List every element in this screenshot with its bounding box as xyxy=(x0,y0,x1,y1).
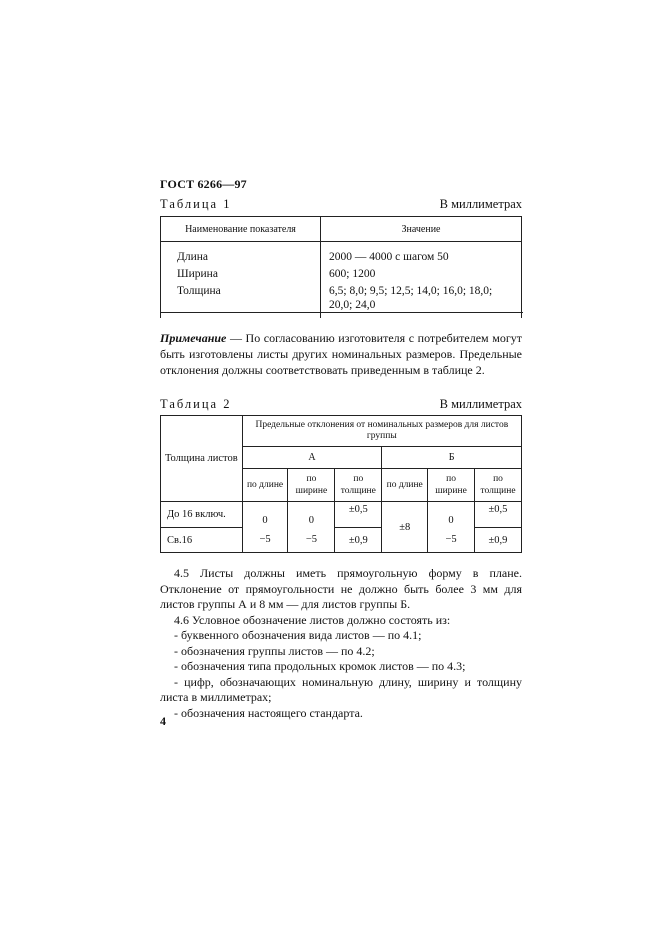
table2-header-group-a: А xyxy=(242,447,382,469)
table1-bottom-border xyxy=(160,312,523,313)
body-text xyxy=(160,566,522,721)
table-row xyxy=(161,265,522,282)
table2-subheader: по длине xyxy=(242,469,288,502)
table2-cell-b-thickness: ±0,9 xyxy=(475,528,522,553)
table-row xyxy=(161,528,522,553)
table2-subheader: по длине xyxy=(382,469,428,502)
table1-cell-value: 6,5; 8,0; 9,5; 12,5; 14,0; 16,0; 18,0; 20,0; 24,0 xyxy=(321,282,522,318)
table2-subheader: по ширине xyxy=(428,469,475,502)
table1 xyxy=(160,216,522,318)
table2-cell-b-thickness: ±0,5 xyxy=(475,502,522,528)
table1-cell-name: Ширина xyxy=(161,265,321,282)
list-item: - буквенного обозначения вида листов — по 4.1; xyxy=(174,628,422,642)
table2-cell-thickness: Св.16 xyxy=(161,528,243,553)
page-number: 4 xyxy=(160,714,166,728)
table2-subheader: по толщине xyxy=(335,469,382,502)
note-text: — По согласованию изготовителя с потребителем могут быть изготовлены листы других номинальных размеров. Предельные отклонения должны соответствовать приведенным в таблице 2. xyxy=(160,331,522,377)
paragraph-4-6: 4.6 Условное обозначение листов должно состоять из: xyxy=(174,612,451,627)
table2-caption: Таблица 2 xyxy=(160,397,232,411)
table1-cell-value: 2000 — 4000 с шагом 50 xyxy=(321,242,522,266)
table2-cell-a-width: −5 xyxy=(288,528,335,553)
list-item: - обозначения группы листов — по 4.2; xyxy=(174,643,375,658)
list-item: - цифр, обозначающих номинальную длину, ширину и толщину листа в миллиметрах; xyxy=(160,674,522,704)
table2-cell-a-width: 0 xyxy=(288,502,335,528)
note xyxy=(160,330,522,378)
table2-header-thickness: Толщина листов xyxy=(161,416,243,502)
table2-cell-a-length: 0 xyxy=(242,502,288,528)
table1-cell-name: Длина xyxy=(161,242,321,266)
table2-cell-b-width: 0 xyxy=(428,502,475,528)
table2-cell-a-thickness: ±0,5 xyxy=(335,502,382,528)
table-row xyxy=(161,502,522,528)
table2-cell-a-length: −5 xyxy=(242,528,288,553)
table1-caption: Таблица 1 xyxy=(160,197,232,211)
table2-subheader: по толщине xyxy=(475,469,522,502)
table1-units: В миллиметрах xyxy=(439,197,522,211)
table1-header-value: Значение xyxy=(321,217,522,242)
paragraph-4-5: 4.5 Листы должны иметь прямоугольную форму в плане. Отклонение от прямоугольности не должно быть более 3 мм для листов группы А и 8 мм — для листов группы Б. xyxy=(160,566,522,611)
table2-cell-b-width: −5 xyxy=(428,528,475,553)
table2-cell-thickness: До 16 включ. xyxy=(161,502,243,528)
table-row xyxy=(161,242,522,266)
list-item: - обозначения настоящего стандарта. xyxy=(174,705,363,720)
standard-header: ГОСТ 6266—97 xyxy=(160,177,247,191)
table2 xyxy=(160,415,522,553)
table2-header-deviations: Предельные отклонения от номинальных размеров для листов группы xyxy=(242,416,521,447)
list-item: - обозначения типа продольных кромок листов — по 4.3; xyxy=(174,659,466,673)
table2-cell-a-thickness: ±0,9 xyxy=(335,528,382,553)
table2-subheader: по ширине xyxy=(288,469,335,502)
table2-header-group-b: Б xyxy=(382,447,522,469)
note-label: Примечание xyxy=(160,331,227,345)
table1-cell-name: Толщина xyxy=(161,282,321,318)
table2-cell-b-length: ±8 xyxy=(382,502,428,553)
table1-header-name: Наименование показателя xyxy=(161,217,321,242)
table1-cell-value: 600; 1200 xyxy=(321,265,522,282)
table2-units: В миллиметрах xyxy=(439,397,522,411)
